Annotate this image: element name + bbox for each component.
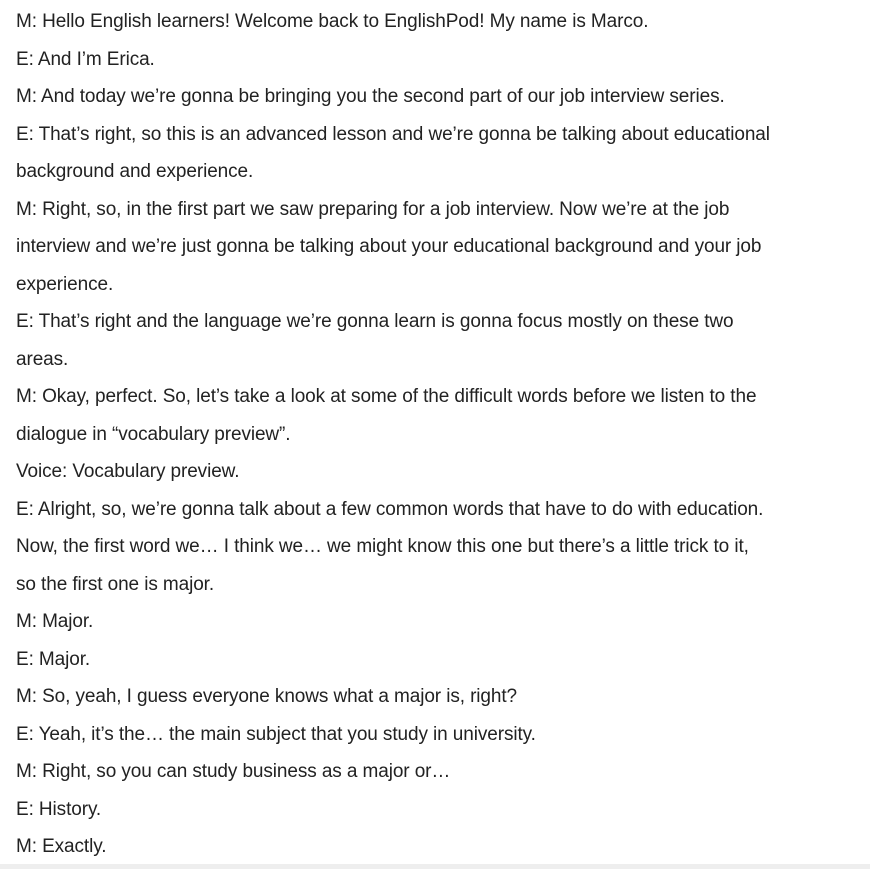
transcript-line: E: That’s right, so this is an advanced lesson and we’re gonna be talking about educational [16,123,770,145]
transcript-line: M: Exactly. [16,836,107,857]
transcript-line: Voice: Vocabulary preview. [16,461,240,482]
transcript-line: E: Yeah, it’s the… the main subject that you study in university. [16,723,536,745]
transcript-line: M: Okay, perfect. So, let’s take a look at some of the difficult words before we listen to the [16,386,757,407]
transcript-line: areas. [16,348,69,370]
transcript-line: M: And today we’re gonna be bringing you the second part of our job interview series. [16,86,725,107]
transcript-line: E: History. [16,798,102,820]
transcript-body [16,3,836,866]
transcript-line: interview and we’re just gonna be talking about your educational background and your job [16,236,762,257]
transcript-line: M: Right, so you can study business as a major or… [16,761,451,782]
transcript-line: dialogue in “vocabulary preview”. [16,423,291,445]
transcript-line: M: Major. [16,611,94,632]
transcript-line: E: And I’m Erica. [16,48,155,70]
transcript-line: experience. [16,273,114,295]
transcript-line: E: Major. [16,648,91,670]
transcript-line: M: Hello English learners! Welcome back to EnglishPod! My name is Marco. [16,11,649,32]
bottom-divider [0,864,870,869]
transcript-line: E: Alright, so, we’re gonna talk about a few common words that have to do with education. [16,498,764,520]
transcript-line: background and experience. [16,161,254,182]
transcript-line: Now, the first word we… I think we… we might know this one but there’s a little trick to it, [16,536,749,557]
transcript-line: E: That’s right and the language we’re gonna learn is gonna focus mostly on these two [16,311,734,332]
transcript-line: so the first one is major. [16,573,215,595]
transcript-line: M: Right, so, in the first part we saw preparing for a job interview. Now we’re at the job [16,198,730,220]
transcript-line: M: So, yeah, I guess everyone knows what a major is, right? [16,686,518,707]
